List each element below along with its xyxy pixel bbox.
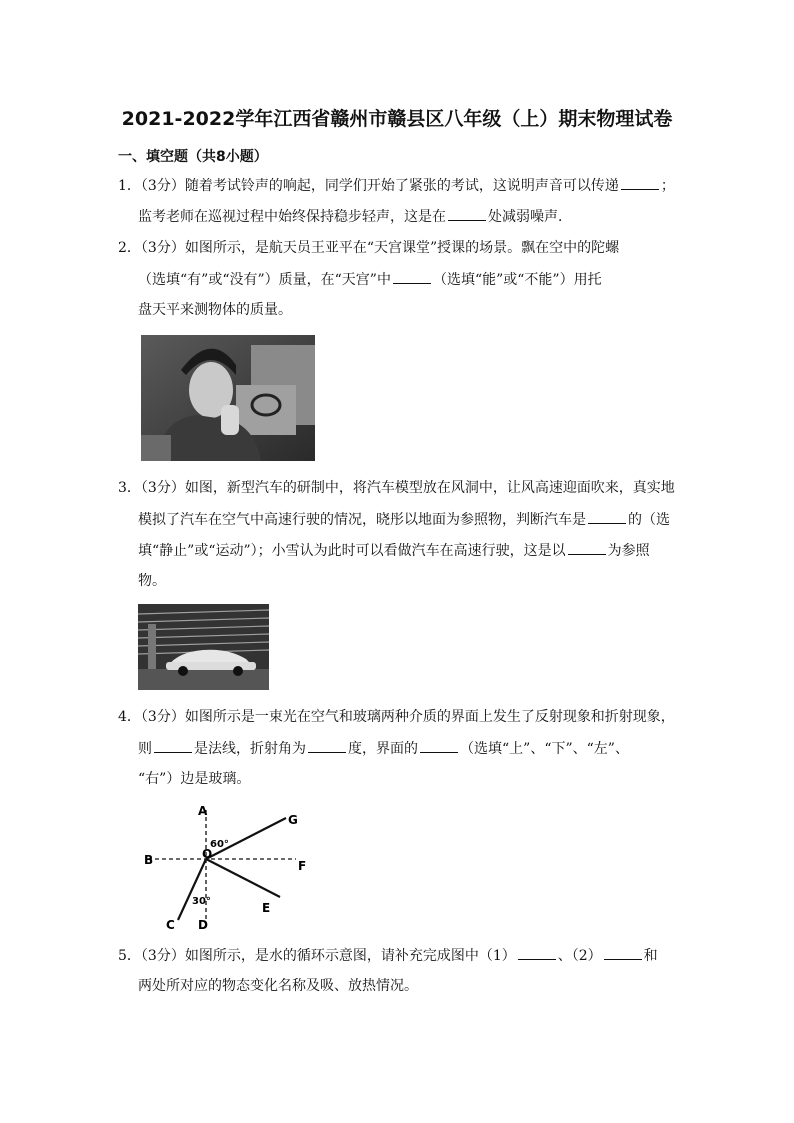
label-E: E xyxy=(262,901,271,915)
light-ray-diagram xyxy=(138,800,308,932)
q4-line3: “右”）边是玻璃。 xyxy=(138,771,251,787)
q4-blank3[interactable] xyxy=(420,738,458,753)
ray-OE xyxy=(206,859,280,897)
ray-OC xyxy=(178,859,206,920)
q1-blank1[interactable] xyxy=(621,175,659,190)
q1-line1: 1．（3分）随着考试铃声的响起，同学们开始了紧张的考试，这说明声音可以传递 ； xyxy=(118,175,675,196)
label-C: C xyxy=(166,918,175,932)
q2-line2: （选填“有”或“没有”）质量，在“天宫”中 （选填“能”或“不能”）用托 xyxy=(138,269,602,290)
label-F: F xyxy=(298,859,307,873)
q4-line2: 则 是法线，折射角为 度，界面的 （选填“上”、“下”、“左”、 xyxy=(138,738,629,759)
page-title: 2021-2022学年江西省赣州市赣县区八年级（上）期末物理试卷 xyxy=(121,108,673,130)
q5-line1: 5．（3分）如图所示，是水的循环示意图，请补充完成图中（1） 、（2） 和 xyxy=(118,945,658,966)
q1-blank2[interactable] xyxy=(448,206,486,221)
q3-line3: 填“静止”或“运动”）；小雪认为此时可以看做汽车在高速行驶，这是以 为参照 xyxy=(138,540,650,561)
label-A: A xyxy=(198,804,208,818)
label-D: D xyxy=(198,918,208,932)
q2-blank2[interactable] xyxy=(393,269,431,284)
section-heading: 一、填空题（共8小题） xyxy=(118,149,268,165)
q1-line2: 监考老师在巡视过程中始终保持稳步轻声，这是在 处减弱噪声． xyxy=(138,206,572,227)
q5-blank1[interactable] xyxy=(518,945,556,960)
wind-tunnel-car-photo xyxy=(138,604,269,690)
q4-blank1[interactable] xyxy=(154,738,192,753)
q3-blank2[interactable] xyxy=(568,540,606,555)
q3-line1: 3．（3分）如图，新型汽车的研制中，将汽车模型放在风洞中，让风高速迎面吹来，真实地 xyxy=(118,480,675,496)
astronaut-photo xyxy=(141,335,315,461)
q5-blank2[interactable] xyxy=(604,945,642,960)
label-B: B xyxy=(144,853,154,867)
q2-line3: 盘天平来测物体的质量。 xyxy=(138,302,292,318)
label-G: G xyxy=(288,813,298,827)
q3-line4: 物。 xyxy=(138,573,166,589)
q3-blank1[interactable] xyxy=(588,509,626,524)
angle-30-label: 30° xyxy=(192,896,211,907)
label-O: O xyxy=(202,847,213,861)
q4-blank2[interactable] xyxy=(308,738,346,753)
q5-line2: 两处所对应的物态变化名称及吸、放热情况。 xyxy=(138,978,418,994)
q2-line1: 2．（3分）如图所示，是航天员王亚平在“天宫课堂”授课的场景。飘在空中的陀螺 xyxy=(118,240,620,256)
q3-line2: 模拟了汽车在空气中高速行驶的情况，晓彤以地面为参照物，判断汽车是 的（选 xyxy=(138,509,670,530)
angle-60-label: 60° xyxy=(210,839,229,850)
q4-line1: 4．（3分）如图所示是一束光在空气和玻璃两种介质的界面上发生了反射现象和折射现象， xyxy=(118,709,675,725)
